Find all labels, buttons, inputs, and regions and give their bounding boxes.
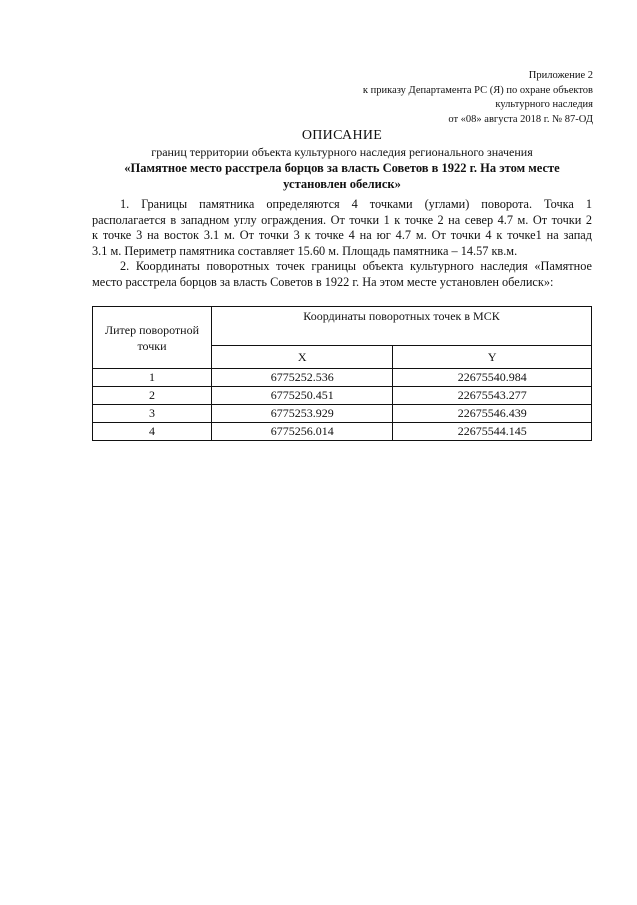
point-cell: 2	[93, 387, 212, 405]
title-block	[92, 127, 592, 192]
paragraph-coordinates	[92, 259, 592, 290]
object-name-line: «Памятное место расстрела борцов за власть Советов в 1922 г. На этом месте	[124, 161, 560, 175]
text-line: место расстрела борцов за власть Советов в 1922 г. На этом месте установлен обелиск»:	[92, 274, 554, 289]
y-cell: 22675544.145	[393, 423, 592, 441]
appendix-note	[363, 69, 593, 127]
y-cell: 22675546.439	[393, 405, 592, 423]
text-line: 3.1 м. Периметр памятника составляет 15.60 м. Площадь памятника – 14.57 кв.м.	[92, 243, 518, 258]
point-cell: 3	[93, 405, 212, 423]
table-row	[93, 405, 592, 423]
text-line: 1. Границы памятника определяются 4 точками (углами) поворота. Точка 1	[120, 197, 592, 211]
x-cell: 6775253.929	[212, 405, 393, 423]
table-row	[93, 423, 592, 441]
point-cell: 1	[93, 369, 212, 387]
coordinates-column-header: Координаты поворотных точек в МСК	[212, 307, 592, 346]
appendix-line: Приложение 2	[528, 70, 593, 81]
appendix-line: культурного наследия	[495, 99, 593, 110]
paragraph-boundaries	[92, 197, 592, 259]
x-cell: 6775256.014	[212, 423, 393, 441]
text-line: к точке 3 на восток 3.1 м. От точки 3 к точке 4 на юг 4.7 м. От точки 4 к точке1 на запад	[92, 228, 592, 243]
text-line: располагается в западном углу ограждения. От точки 1 к точке 2 на север 4.7 м. От точки 2	[92, 212, 592, 227]
x-column-header: X	[212, 346, 393, 369]
y-cell: 22675543.277	[393, 387, 592, 405]
x-cell: 6775252.536	[212, 369, 393, 387]
document-subtitle: границ территории объекта культурного наследия регионального значения	[151, 145, 533, 159]
body-text	[92, 197, 592, 291]
y-column-header: Y	[393, 346, 592, 369]
document-title: ОПИСАНИЕ	[301, 128, 383, 143]
table-row	[93, 387, 592, 405]
object-name-line: установлен обелиск»	[283, 177, 401, 191]
coordinates-table	[92, 306, 592, 441]
point-cell: 4	[93, 423, 212, 441]
point-column-header: Литер поворотной точки	[93, 307, 212, 369]
y-cell: 22675540.984	[393, 369, 592, 387]
x-cell: 6775250.451	[212, 387, 393, 405]
appendix-line: от «08» августа 2018 г. № 87-ОД	[448, 113, 593, 125]
appendix-line: к приказу Департамента РС (Я) по охране объектов	[362, 84, 593, 96]
text-line: 2. Координаты поворотных точек границы объекта культурного наследия «Памятное	[120, 259, 592, 274]
table-row	[93, 369, 592, 387]
